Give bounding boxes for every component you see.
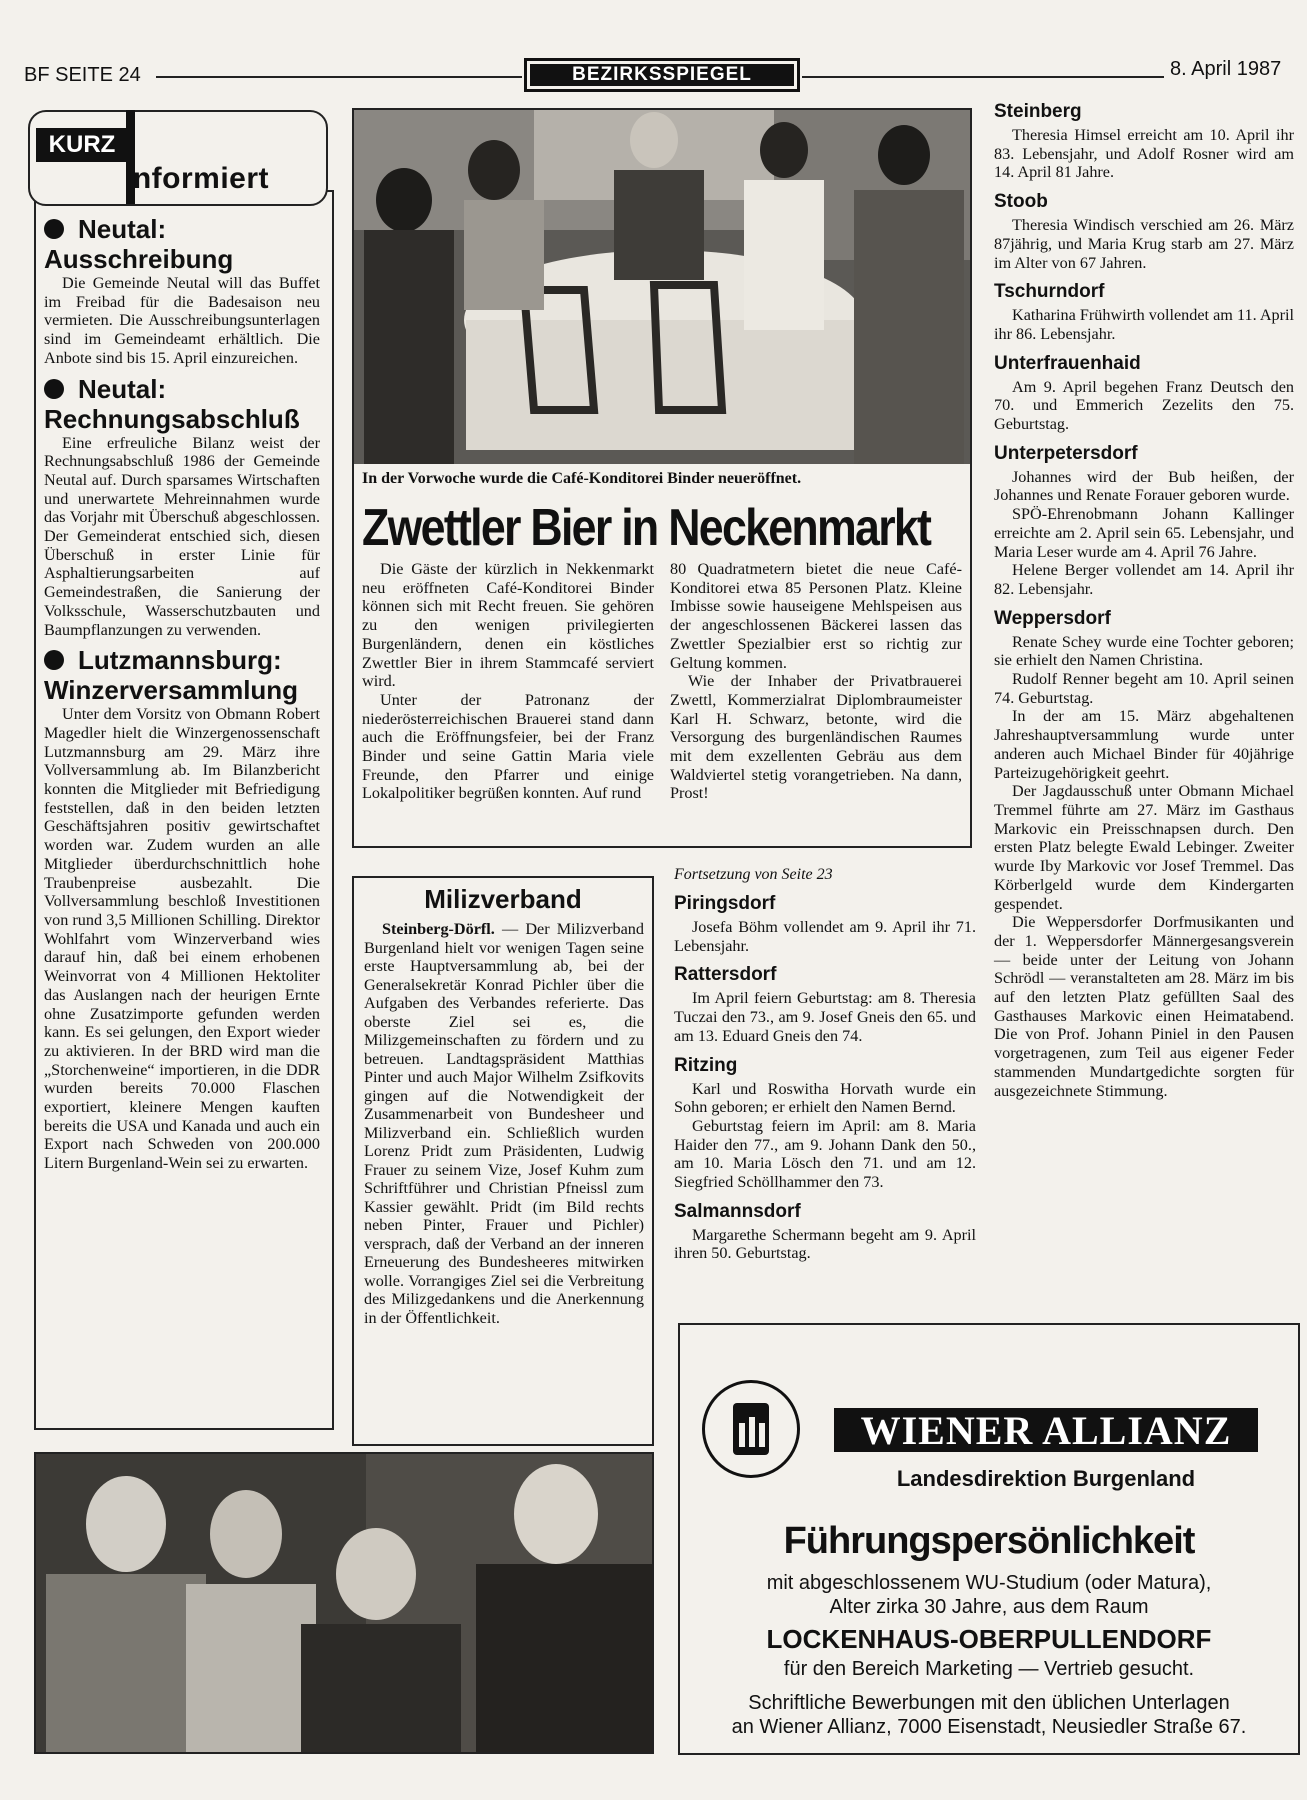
place-heading: Unterfrauenhaid [994,352,1141,374]
item-head: Neutal: [78,214,167,244]
ad-line: Alter zirka 30 Jahre, aus dem Raum [829,1596,1149,1618]
ad-title: Führungspersönlichkeit [783,1520,1195,1562]
story-paragraph: 80 Quadratmetern bietet die neue Café-Konditorei etwa 85 Personen Platz. Kleine Imbisse sowie hauseigene Mehlspeisen aus der angeschlossenen Bäckerei lassen das Zwettler Spezialbier erst so richtig zur Geltung kommen. [670,560,962,672]
place-text: Im April feiern Geburtstag: am 8. Theresia Tuczai den 73., am 9. Josef Gneis den 65. und am 13. Eduard Gneis den 74. [674,989,976,1045]
kurz-item [44,645,320,1173]
ad-subtitle: Landesdirektion Burgenland [896,1466,1196,1491]
main-story-col1 [362,560,654,803]
place-text: Helene Berger vollendet am 14. April ihr 82. Lebensjahr. [994,561,1294,598]
place-text: Josefa Böhm vollendet am 9. April ihr 71. Lebensjahr. [674,918,976,955]
story-paragraph: Die Gäste der kürzlich in Nekkenmarkt neu eröffneten Café-Konditorei Binder können sich mit Recht freuen. Sie gehören zu den wenigen privilegierten Burgenländern, denen ein köstliches Zwettler Bier in ihrem Stammcafé serviert wird. [362,560,654,691]
bullet-icon [44,379,64,399]
item-subhead: Winzerversammlung [44,675,299,706]
place-text: Geburtstag feiern im April: am 8. Maria Haider den 77., am 9. Johann Dank den 50., am 10. Maria Lösch den 71. und am 12. Siegfried Schöllhammer den 73. [674,1116,976,1192]
milizverband-text: — Der Milizverband Burgenland hielt vor wenigen Tagen seine erste Hauptversammlung ab, bei der Generalsekretär Konrad Pichler über die Aufgaben des Verbandes referierte. Das oberste Ziel sei es, die Milizgemeinschaften zu fördern und zu betreuen. Landtagspräsident Matthias Pinter und auch Major Wilhelm Zsifkovits gingen auf die Notwendigkeit der Zusammenarbeit von Bundesheer und Milizverband ein. Schließlich wurden Lorenz Pridt zum Präsidenten, Ludwig Frauer zu seinem Vize, Josef Kuhm zum Schriftführer und Christian Pfneissl zum Kassier gewählt. Pridt (im Bild rechts neben Pinter, Frauer und Pichler) versprach, daß der Verband an der inneren Erneuerung des Bundesheeres mitwirken wolle. Vorrangiges Ziel sei die Verbreitung des Milizgedankens und die Anerkennung in der Öffentlichkeit. [364,920,644,1327]
right-column [994,100,1294,1100]
place-heading: Stoob [994,191,1048,213]
milizverband-photo [34,1452,654,1754]
kurz-item [44,214,320,368]
milizverband-photo-image [36,1454,652,1752]
place-heading: Unterpetersdorf [994,442,1138,464]
kurz-items [44,214,320,1173]
place-text: Der Jagdausschuß unter Obmann Michael Tremmel führte am 27. März im Gasthaus Markovic ein Preisschnapsen durch. Den ersten Platz belegte Ewald Lebinger. Zweiter wurde Iby Markovic vor Josef Tremmel. Das Körberlgeld wurde dem Kindergarten gespendet. [994,782,1294,913]
place-text: SPÖ-Ehrenobmann Johann Kallinger erreichte am 2. April sein 65. Lebensjahr, und Maria Leser wurde am 4. April 76 Jahre. [994,505,1294,561]
item-text: Eine erfreuliche Bilanz weist der Rechnungsabschluß 1986 der Gemeinde Neutal auf. Durch sparsames Wirtschaften und unerwartete Mehreinnahmen wurde das Vorjahr mit Überschuß abgeschlossen. Der Gemeinderat entschied sich, diesen Überschuß in erster Linie für Asphaltierungsarbeiten auf Gemeindestraßen, die Sanierung der Volksschule, Wasserschutzbauten und Baumpflanzungen zu verwenden. [44,433,320,639]
header-rule-left [156,76,522,78]
item-head: Neutal: [78,373,167,404]
dateline: Steinberg-Dörfl. [382,920,495,938]
item-text: Unter dem Vorsitz von Obmann Robert Magedler hielt die Winzergenossenschaft Lutzmannsburg am 29. März ihre Vollversammlung ab. Im Bilanzbericht konnten die Mitglieder mit Befriedigung feststellen, daß in den beiden letzten Geschäftsjahren positiv gewirtschaftet worden war. Zudem wurden an alle Mitglieder überdurchschnittlich hohe Traubenpreise ausbezahlt. Die Vollversammlung beschloß Investitionen von rund 3,5 Millionen Schilling. Direktor Wohlfahrt vom Winzerverband wies darauf hin, daß bei einem erhobenen Weinvorrat von 4 Millionen Hektoliter das Auslangen nach der heurigen Ernte ohne Zusatzimporte gefunden werden kann. Es sei gelungen, den Export wieder zu aktivieren. In der BRD wird man die „Storchenweine“ importieren, in die DDR wurden bereits 70.000 Flaschen exportiert, kleinere Mengen kauften bereits die USA und Kanada und auch ein Export nach Schweden von 200.000 Litern Burgenland-Wein sei zu erwarten. [44,705,320,1173]
place-text: Theresia Windisch verschied am 26. März 87jährig, und Maria Krug starb am 27. März im Alter von 67 Jahren. [994,216,1294,272]
place-text: In der am 15. März abgehaltenen Jahreshauptversammlung wurde unter anderen auch Michael Binder für 40jährige Parteizugehörigkeit geehrt. [994,707,1294,782]
milizverband-title: Milizverband [424,884,582,914]
place-heading: Weppersdorf [994,607,1111,629]
place-text: Renate Schey wurde eine Tochter geboren; sie erhielt den Namen Christina. [994,632,1294,670]
place-text: Katharina Frühwirth vollendet am 11. April ihr 86. Lebensjahr. [994,306,1294,343]
section-banner [524,58,800,92]
main-story-col2 [670,560,962,803]
ad-line: Schriftliche Bewerbungen mit den üblichen Unterlagen [748,1692,1230,1714]
section-title: BEZIRKSSPIEGEL [530,64,794,86]
place-text: Am 9. April begehen Franz Deutsch den 70. und Emmerich Zezelits den 75. Geburtstag. [994,377,1294,434]
place-heading: Rattersdorf [674,964,777,986]
allianz-logo-icon [702,1380,800,1478]
allianz-emblem-icon [705,1383,797,1475]
informiert-label: Informiert [124,162,270,195]
place-text: Karl und Roswitha Horvath wurde ein Sohn geboren; er erhielt den Namen Bernd. [674,1079,976,1117]
middle-column [674,866,976,1263]
place-text: Theresia Himsel erreicht am 10. April ihr 83. Lebensjahr, und Adolf Rosner wird am 14. April 81 Jahre. [994,126,1294,182]
ad-region: LOCKENHAUS-OBERPULLENDORF [766,1624,1212,1654]
place-text: Die Weppersdorfer Dorfmusikanten und der 1. Weppersdorfer Männergesangsverein — beide unter der Leitung von Johann Schrödl — veranstalteten am 28. März im bis auf den letzten Platz gefüllten Saal des Gasthauses Markovic einen Heimatabend. Die von Prof. Johann Piniel in den Pausen vorgetragenen, zum Teil aus eigener Feder stammenden Mundartgedichte sorgten für ausgezeichnete Stimmung. [994,913,1294,1100]
ad-line: mit abgeschlossenem WU-Studium (oder Matura), [766,1572,1212,1594]
item-subhead: Ausschreibung [44,244,234,274]
bullet-icon [44,219,64,239]
place-heading: Steinberg [994,101,1082,122]
place-heading: Ritzing [674,1054,738,1076]
story-paragraph: Unter der Patronanz der niederösterreichischen Brauerei stand dann auch die Eröffnungsfeier, bei der Franz Binder und seine Gattin Maria viele Freunde, den Pfarrer und einige Lokalpolitiker begrüßen konnten. Auf rund [362,690,654,803]
place-heading: Salmannsdorf [674,1200,801,1222]
place-text: Rudolf Renner begeht am 10. April seinen 74. Geburtstag. [994,670,1294,707]
cafe-photo-image [354,110,970,464]
bullet-icon [44,650,64,670]
place-heading: Tschurndorf [994,281,1105,303]
item-subhead: Rechnungsabschluß [44,403,300,434]
cafe-photo [354,110,970,464]
place-heading: Piringsdorf [674,893,776,914]
milizverband-body [364,920,644,1327]
ad-line: an Wiener Allianz, 7000 Eisenstadt, Neusiedler Straße 67. [731,1716,1247,1738]
header-rule-right [802,76,1164,78]
item-text: Die Gemeinde Neutal will das Buffet im Freibad für die Badesaison neu vermieten. Die Ausschreibungsunterlagen sind im Gemeindeamt erhältlich. Die Anbote sind bis 15. April einzureichen. [44,274,320,367]
item-head: Lutzmannsburg: [78,645,282,676]
kurz-item [44,374,320,640]
story-paragraph: Wie der Inhaber der Privatbrauerei Zwettl, Kommerzialrat Diplombraumeister Karl H. Schwarz, betonte, wird die Versorgung des burgenländischen Raumes mit dem exzellenten Gebräu aus dem Waldviertel stetig vorangetrieben. Na dann, Prost! [670,672,962,803]
kurz-label: KURZ [36,128,128,162]
page-number: BF SEITE 24 [24,64,141,86]
brand-name: WIENER ALLIANZ [834,1408,1258,1452]
ad-line: für den Bereich Marketing — Vertrieb gesucht. [783,1658,1195,1680]
continuation-note: Fortsetzung von Seite 23 [674,866,833,883]
place-text: Margarethe Schermann begeht am 9. April ihren 50. Geburtstag. [674,1225,976,1263]
headline: Zwettler Bier in Neckenmarkt [362,499,931,557]
place-text: Johannes wird der Bub heißen, der Johannes und Renate Forauer geboren wurde. [994,467,1294,505]
issue-date: 8. April 1987 [1170,58,1282,80]
photo-caption: In der Vorwoche wurde die Café-Konditorei Binder neueröffnet. [362,470,802,487]
